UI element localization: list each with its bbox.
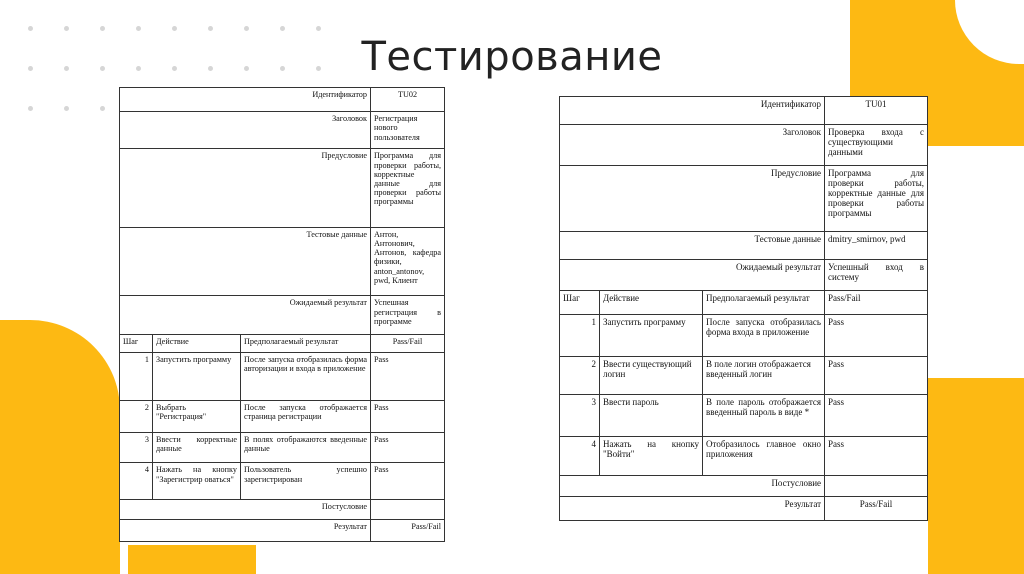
step-expected: В поле пароль отображается введенный пароль в виде * [703, 394, 825, 436]
step-action: Ввести корректные данные [153, 433, 241, 463]
step-expected: В полях отображаются введенные данные [241, 433, 371, 463]
step-expected: В поле логин отображается введенный логин [703, 357, 825, 394]
dot [64, 106, 69, 111]
col-header-expected: Предполагаемый результат [241, 334, 371, 352]
step-action: Нажать на кнопку "Войти" [600, 437, 703, 475]
col-header-action: Действие [600, 290, 703, 314]
step-expected: Отобразилось главное окно приложения [703, 437, 825, 475]
identifier-label: Идентификатор [560, 97, 825, 125]
heading-label: Заголовок [560, 125, 825, 165]
step-action: Ввести существующий логин [600, 357, 703, 394]
step-number: 3 [560, 394, 600, 436]
precondition-label: Предусловие [120, 149, 371, 228]
step-number: 4 [560, 437, 600, 475]
postcondition-value [371, 499, 445, 519]
step-expected: После запуска отобразилась форма авторизации и входа в приложение [241, 352, 371, 400]
precondition-label: Предусловие [560, 165, 825, 232]
expected-result-value: Успешная регистрация в программе [371, 296, 445, 334]
precondition-value: Программа для проверки работы, корректные данные для проверки работы программы [825, 165, 928, 232]
result-label: Результат [560, 496, 825, 520]
step-pass: Pass [825, 315, 928, 357]
heading-value: Проверка входа с существующими данными [825, 125, 928, 165]
bottom-accent-strip [128, 545, 256, 574]
table-row [120, 433, 445, 463]
test-data-label: Тестовые данные [120, 227, 371, 295]
precondition-value: Программа для проверки работы, корректные данные для проверки работы программы [371, 149, 445, 228]
side-accent-right [928, 378, 1024, 574]
step-number: 3 [120, 433, 153, 463]
step-number: 2 [560, 357, 600, 394]
dot [100, 106, 105, 111]
heading-value: Регистрация нового пользователя [371, 112, 445, 149]
step-action: Выбрать "Регистрация" [153, 401, 241, 433]
col-header-pass: Pass/Fail [371, 334, 445, 352]
dot [28, 26, 33, 31]
step-action: Ввести пароль [600, 394, 703, 436]
expected-result-label: Ожидаемый результат [560, 259, 825, 290]
test-data-value: Антон, Антонович, Антонов, кафедра физики, anton_antonov, pwd, Клиент [371, 227, 445, 295]
step-expected: Пользователь успешно зарегистрирован [241, 463, 371, 499]
test-data-label: Тестовые данные [560, 232, 825, 259]
dot [136, 26, 141, 31]
col-header-action: Действие [153, 334, 241, 352]
identifier-label: Идентификатор [120, 88, 371, 112]
dot [316, 26, 321, 31]
dot [100, 26, 105, 31]
dot [64, 26, 69, 31]
dot [208, 26, 213, 31]
step-pass: Pass [825, 394, 928, 436]
result-label: Результат [120, 519, 371, 541]
table-row [560, 394, 928, 436]
step-pass: Pass [371, 401, 445, 433]
postcondition-value [825, 475, 928, 496]
step-action: Запустить программу [153, 352, 241, 400]
identifier-value: TU01 [825, 97, 928, 125]
table-row [560, 437, 928, 475]
heading-label: Заголовок [120, 112, 371, 149]
step-pass: Pass [371, 463, 445, 499]
postcondition-label: Постусловие [560, 475, 825, 496]
result-value: Pass/Fail [371, 519, 445, 541]
col-header-pass: Pass/Fail [825, 290, 928, 314]
test-case-table-tu02 [119, 87, 444, 542]
table-row [560, 357, 928, 394]
dot [244, 26, 249, 31]
step-number: 1 [560, 315, 600, 357]
step-pass: Pass [825, 357, 928, 394]
corner-accent-bottom-left [0, 320, 120, 574]
test-case-table-tu01 [559, 96, 927, 521]
col-header-step: Шаг [120, 334, 153, 352]
step-expected: После запуска отобразилась форма входа в приложение [703, 315, 825, 357]
table-row [120, 352, 445, 400]
table-row [120, 401, 445, 433]
step-action: Запустить программу [600, 315, 703, 357]
expected-result-label: Ожидаемый результат [120, 296, 371, 334]
step-number: 2 [120, 401, 153, 433]
dot [28, 106, 33, 111]
col-header-step: Шаг [560, 290, 600, 314]
col-header-expected: Предполагаемый результат [703, 290, 825, 314]
identifier-value: TU02 [371, 88, 445, 112]
step-pass: Pass [371, 352, 445, 400]
dot [280, 26, 285, 31]
step-expected: После запуска отображается страница регистрации [241, 401, 371, 433]
step-pass: Pass [371, 433, 445, 463]
step-pass: Pass [825, 437, 928, 475]
result-value: Pass/Fail [825, 496, 928, 520]
table-row [560, 315, 928, 357]
postcondition-label: Постусловие [120, 499, 371, 519]
slide-title: Тестирование [361, 34, 663, 80]
dot [172, 26, 177, 31]
expected-result-value: Успешный вход в систему [825, 259, 928, 290]
step-number: 1 [120, 352, 153, 400]
table-row [120, 463, 445, 499]
test-data-value: dmitry_smirnov, pwd [825, 232, 928, 259]
step-action: Нажать на кнопку "Зарегистрир оваться" [153, 463, 241, 499]
step-number: 4 [120, 463, 153, 499]
